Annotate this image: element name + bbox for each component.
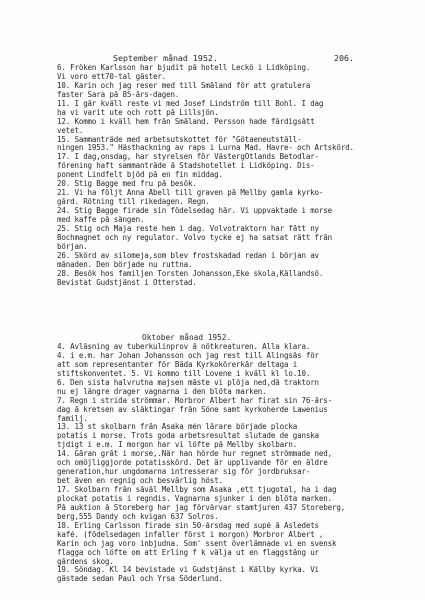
entry-line: Vi voro ett70-tal gäster. <box>57 72 167 81</box>
entry-line: nu ej längre drager vagnarna i den blöta marken. <box>57 387 267 396</box>
entry-line: berg,555 Dandy och kvigan 637 Solros. <box>57 512 219 521</box>
entry-line: stiftskonventet. 5. Vi kommo till Lovene i kväll kl lo.10. <box>57 369 311 378</box>
entry-line: kafé. (födelsedagen infaller först i morgon) Morbror Albert , <box>57 530 324 539</box>
entry-line: och omöjliggjorde potatisskörd. Det är upplivande för en äldre <box>57 459 328 468</box>
month-heading: September månad 1952. <box>113 53 218 63</box>
entry-line: förening haft sammanträde å Stadshotellet i Lidköping. Dis- <box>57 162 315 171</box>
entry-line: 19. Söndag. Kl 14 bevistade vi Gudstjänst i Källby kyrka. Vi <box>57 566 319 575</box>
entry-line: potatis i morse. Trots goda arbetsresultat slutade de ganska <box>57 432 319 441</box>
entry-line: Bochmagnet och ny regulator. Volvo tycke ej ha satsat rätt från <box>57 233 333 242</box>
page-number: 206. <box>334 53 354 63</box>
entry-line: 20. Stig Bagge med fru på besök. <box>57 180 197 189</box>
entry-line: 6. Den sista halvrutna majsen måste vi plöja ned,då traktorn <box>57 378 319 387</box>
october-entries <box>57 343 387 584</box>
entry-line: vetet. <box>57 126 84 135</box>
entry-line: 7. Regn i strida strömmar. Morbror Albert har firat sin 76-års- <box>57 396 333 405</box>
entry-line: 28. Besök hos familjen Torsten Johansson,Eke skola,Källandsö. <box>57 269 324 278</box>
entry-line: gård. Rötning till rikedagen. Regn. <box>57 198 210 207</box>
entry-line: På auktion å Storeberg har jag förvärvar stamtjuren 437 Storeberg, <box>57 503 346 512</box>
page-header <box>0 52 425 64</box>
entry-line: 6. Fröken Karlsson har bjudit på hotell Leckö i Lidköping. <box>57 64 311 72</box>
entry-line: Karin och jag voro inbjudna. Som' ssent överlämnade vi en svensk <box>57 539 337 548</box>
entry-line: att som representanter för Bäda Kyrkokörerkår deltaga i <box>57 360 298 369</box>
entry-line: 15. Sammanträde med arbetsutskottet för "Götaeneutställ- <box>57 135 302 144</box>
entry-line: flagga och löfte om att Erling f k välja ut en flaggstång ur <box>57 548 319 557</box>
entry-line: 14. Gåran gråt i morse,.När han hörde hur regnet strömmade ned, <box>57 450 333 459</box>
entry-line: 18. Erling Carlsson firade sin 50-årsdag med supé å Asledets <box>57 521 319 530</box>
entry-line: 21. Vi ha följt Anna Åbell till graven på Mellby gamla kyrko- <box>57 189 324 198</box>
entry-line: 4. Avläsning av tuberkulinprov å nötkreaturen. Alla klara. <box>57 343 311 351</box>
september-entries <box>57 64 387 287</box>
entry-line: familj. <box>57 414 88 423</box>
entry-line: ningen 1953." Hästhackning av raps i Lurna Mad. Havre- och Ärtskörd. <box>57 144 354 153</box>
entry-line: gårdens skog. <box>57 557 114 566</box>
entry-line: 12. Kommo i kväll hem från Småland. Persson hade färdigsått <box>57 117 315 126</box>
entry-line: bet även en regnig och besvärlig höst. <box>57 477 223 486</box>
entry-line: dag å kretsen av släktingar från Söne samt kyrkoherde Lawenius <box>57 405 328 414</box>
entry-line: tjdigt i e.m. I morgon har vi löfte på Mellby skolbarn. <box>57 441 298 450</box>
entry-line: faster Sara på 85-års-dagen. <box>57 90 180 99</box>
entry-line: 10. Karin och jag reser med till Småland för att gratulera <box>57 81 311 90</box>
entry-line: gästade sedan Paul och Yrsa Söderlund. <box>57 575 223 584</box>
entry-line: plockat potatis i regndis. Vagnarna sjunker i den blöta marken. <box>57 494 333 503</box>
entry-line: 17. Skolbarn från såväl Mellby som Åsaka ,ett tjugotal, ha i dag <box>57 486 337 494</box>
entry-line: 4. i e.m. har Johan Johansson och jag rest till Alingsås för <box>57 351 319 360</box>
october-heading: Oktober månad 1952. <box>142 333 232 342</box>
entry-line: Bevistat Gudstjänst i Otterstad. <box>57 278 197 287</box>
entry-line: ponent Lindfelt bjöd på en fin middag. <box>57 171 223 180</box>
entry-line: 24. Stig Bagge firade sin födelsedag här. Vi uppvaktade i morse <box>57 207 333 215</box>
entry-line: 17. I dag,onsdag, har styrelsen för VästergÖtlands Betodlar- <box>57 153 319 162</box>
entry-line: månaden. Den började nu ruttna. <box>57 260 193 269</box>
entry-line: 26. Skörd av silomeja,som blev frostskadad redan i början av <box>57 251 319 260</box>
entry-line: generation,hur ungdomarna intresserar sig för jordbruksar- <box>57 468 311 477</box>
entry-line: med kaffe på sängen. <box>57 215 145 224</box>
entry-line: 11. I går kväll reste vi med Josef Lindström till Bohl. I dag <box>57 99 324 108</box>
entry-line: 25. Stig och Maja reste hem i dag. Volvotraktorn har fått ny <box>57 224 319 233</box>
entry-line: 13. 13 st skolbarn från Åsaka mén lärare började plocka <box>57 423 298 432</box>
entry-line: ha vi varit ute och rott på Lillsjön. <box>57 108 219 117</box>
entry-line: början. <box>57 242 88 251</box>
